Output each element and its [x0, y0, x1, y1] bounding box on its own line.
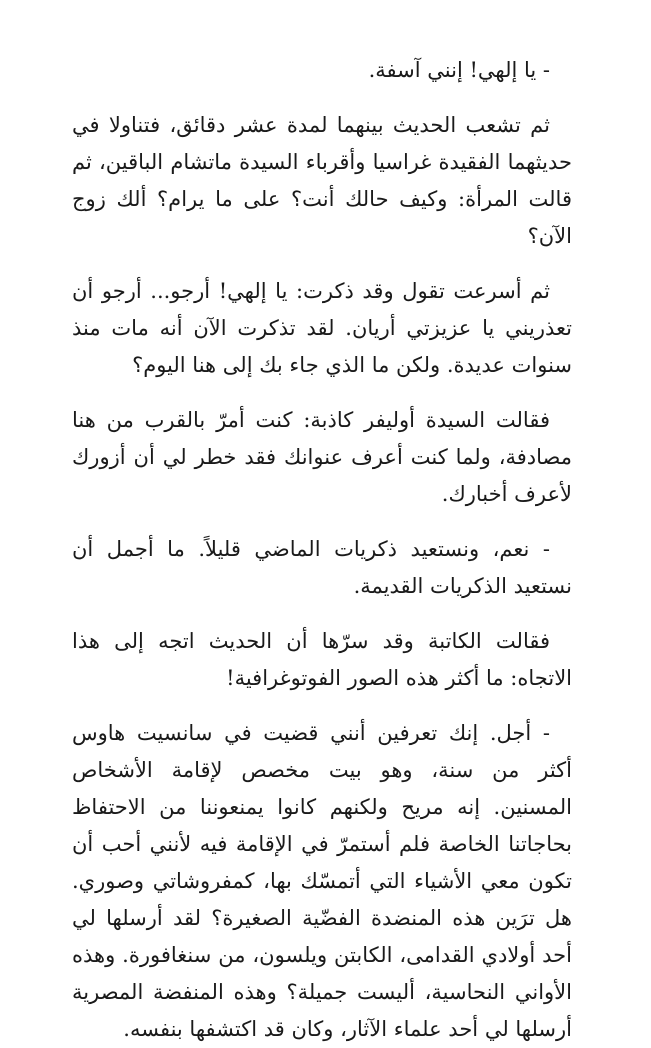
book-page: [72, 52, 572, 1048]
paragraph-2: ثم تشعب الحديث بينهما لمدة عشر دقائق، فتناولا في حديثهما الفقيدة غراسيا وأقرباء السيدة ماتشام الباقين، ثم قالت المرأة: وكيف حالك أنت؟ على ما يرام؟ ألك زوج الآن؟: [72, 113, 572, 248]
paragraph-1: - يا إلهي! إنني آسفة.: [368, 58, 550, 82]
paragraph-3: ثم أسرعت تقول وقد ذكرت: يا إلهي! أرجو... أرجو أن تعذريني يا عزيزتي أريان. لقد تذكرت الآن أنه مات منذ سنوات عديدة. ولكن ما الذي جاء بك إلى هنا اليوم؟: [72, 279, 572, 377]
paragraph-6: فقالت الكاتبة وقد سرّها أن الحديث اتجه إلى هذا الاتجاه: ما أكثر هذه الصور الفوتوغرافية!: [72, 629, 572, 690]
paragraph-5: - نعم، ونستعيد ذكريات الماضي قليلاً. ما أجمل أن نستعيد الذكريات القديمة.: [72, 537, 572, 598]
paragraph-4: فقالت السيدة أوليفر كاذبة: كنت أمرّ بالقرب من هنا مصادفة، ولما كنت أعرف عنوانك فقد خطر لي أن أزورك لأعرف أخبارك.: [72, 408, 572, 506]
paragraph-7: - أجل. إنك تعرفين أنني قضيت في سانسيت هاوس أكثر من سنة، وهو بيت مخصص لإقامة الأشخاص المسنين. إنه مريح ولكنهم كانوا يمنعوننا من الاحتفاظ بحاجاتنا الخاصة فلم أستمرّ في الإقامة فيه لأنني أحب أن تكون معي الأشياء التي أتمسّك بها، كمفروشاتي وصوري. هل ترَين هذه المنضدة الفضّية الصغيرة؟ لقد أرسلها لي أحد أولادي القدامى، الكابتن ويلسون، من سنغافورة. وهذه الأواني النحاسية، أليست جميلة؟ وهذه المنفضة المصرية أرسلها لي أحد علماء الآثار، وكان قد اكتشفها بنفسه.: [72, 721, 572, 1041]
